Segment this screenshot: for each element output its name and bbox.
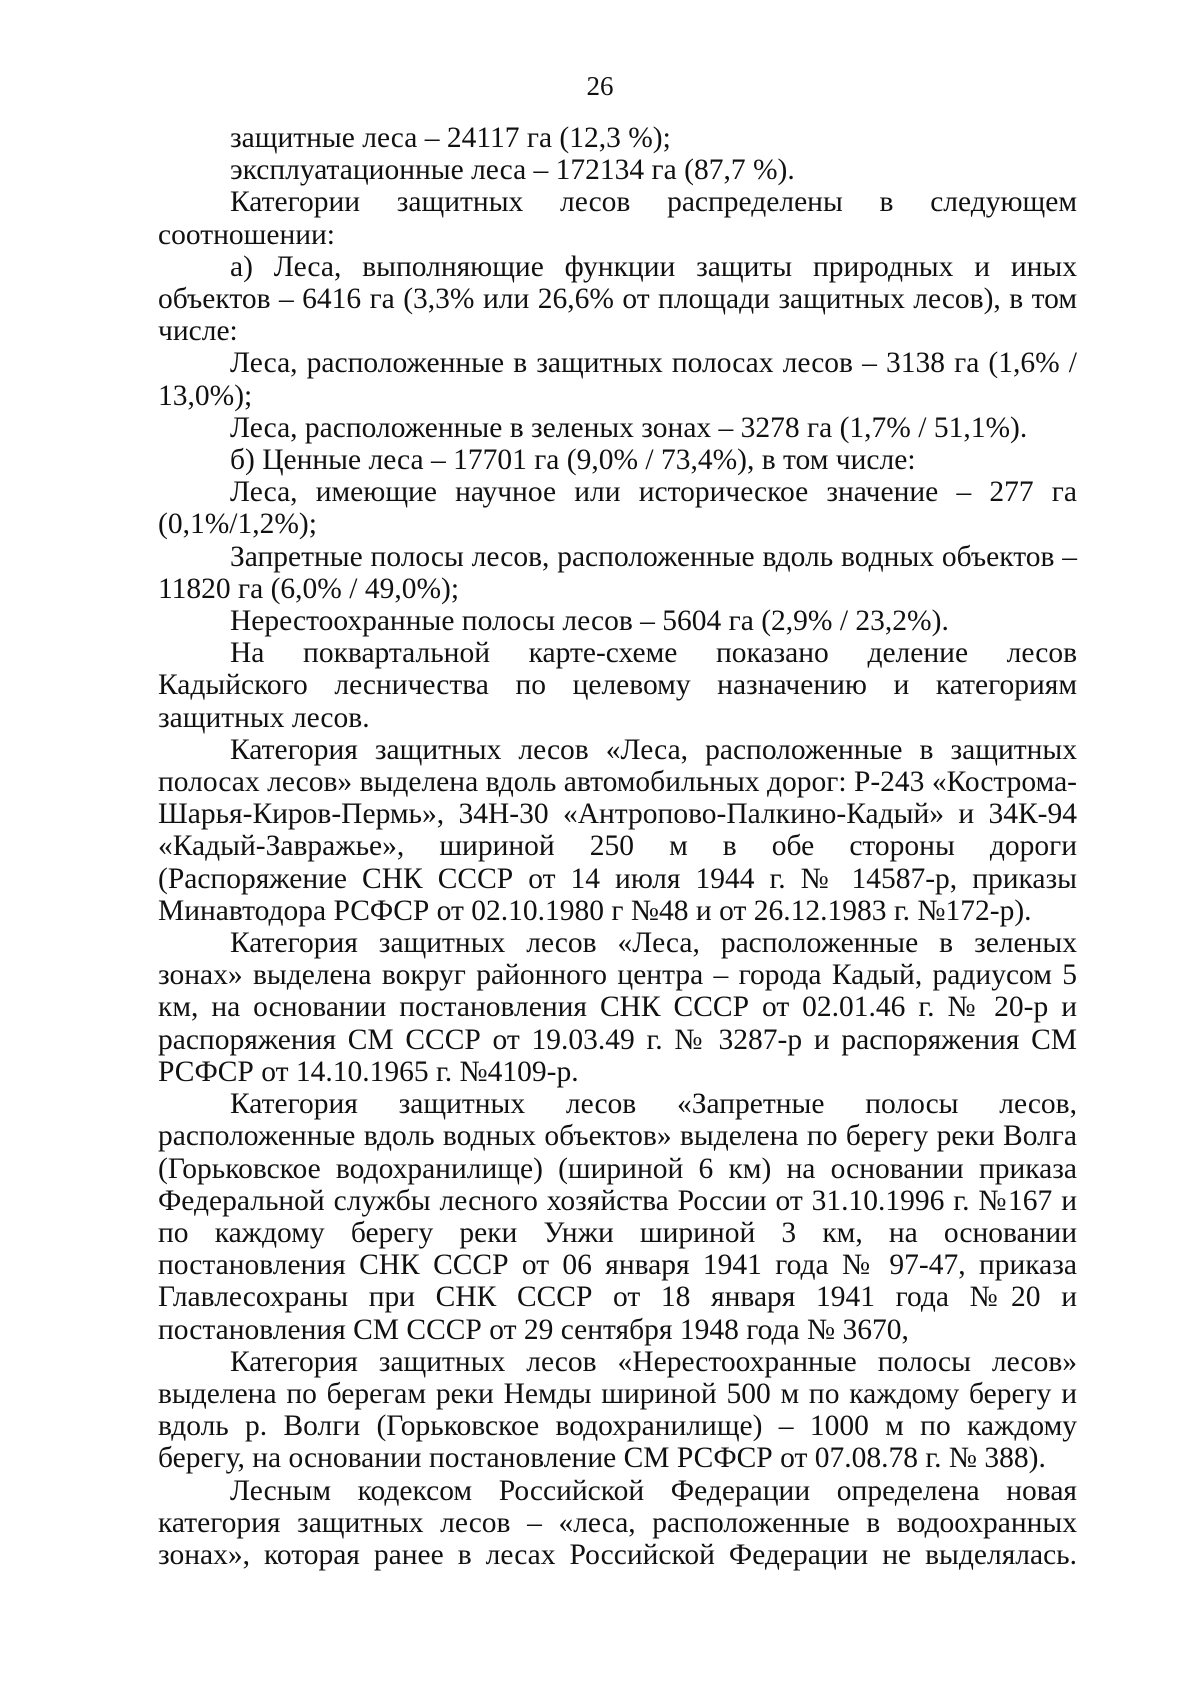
paragraph-forest-code: Лесным кодексом Российской Федерации определена новая категория защитных лесов – «леса, расположенные в водоохранных зонах», которая ранее в лесах Российской Федерации не выделялась. bbox=[158, 1474, 1077, 1571]
paragraph-water-objects-category: Категория защитных лесов «Запретные полосы лесов, расположенные вдоль водных объектов» выделена по берегу реки Волга (Горьковское водохранилище) (шириной 6 км) на основании приказа Федеральной службы лесного хозяйства России от 31.10.1996 г. №167 и по каждому берегу реки Унжи шириной 3 км, на основании постановления СНК СССР от 06 января 1941 года № 97-47, приказа Главлесохраны при СНК СССР от 18 января 1941 года №20 и постановления СМ СССР от 29 сентября 1948 года № 3670, bbox=[158, 1088, 1077, 1346]
paragraph-scientific-historic: Леса, имеющие научное или историческое значение – 277 га (0,1%/1,2%); bbox=[158, 476, 1077, 541]
paragraph-map-scheme: На поквартальной карте-схеме показано деление лесов Кадыйского лесничества по целевому назначению и категориям защитных лесов. bbox=[158, 637, 1077, 734]
paragraph-green-zones: Леса, расположенные в зеленых зонах – 3278 га (1,7% / 51,1%). bbox=[230, 411, 1028, 444]
paragraph-green-zone-category: Категория защитных лесов «Леса, расположенные в зеленых зонах» выделена вокруг районного центра – города Кадый, радиусом 5 км, на основании постановления СНК СССР от 02.01.46 г. № 20-р и распоряжения СМ СССР от 19.03.49 г. № 3287-р и распоряжения СМ РСФСР от 14.10.1965 г. №4109-р. bbox=[158, 927, 1077, 1088]
paragraph-category-b: б) Ценные леса – 17701 га (9,0% / 73,4%), в том числе: bbox=[230, 444, 916, 477]
paragraph-categories-intro: Категории защитных лесов распределены в следующем соотношении: bbox=[158, 186, 1077, 251]
document-body bbox=[158, 122, 1077, 1571]
paragraph-exploitation-forests: эксплуатационные леса – 172134 га (87,7 %). bbox=[230, 154, 795, 187]
page-number: 26 bbox=[586, 71, 614, 101]
paragraph-prohibited-strips: Запретные полосы лесов, расположенные вдоль водных объектов – 11820 га (6,0% / 49,0%); bbox=[158, 540, 1077, 605]
paragraph-spawning-category: Категория защитных лесов «Нерестоохранные полосы лесов» выделена по берегам реки Немды шириной 500 м по каждому берегу и вдоль р. Волги (Горьковское водохранилище) – 1000 м по каждому берегу, на основании постановление СМ РСФСР от 07.08.78 г. № 388). bbox=[158, 1345, 1077, 1475]
paragraph-category-a: а) Леса, выполняющие функции защиты природных и иных объектов – 6416 га (3,3% или 26,6% от площади защитных лесов), в том числе: bbox=[158, 250, 1077, 348]
paragraph-protective-forests: защитные леса – 24117 га (12,3 %); bbox=[230, 122, 671, 154]
paragraph-spawning-strips: Нерестоохранные полосы лесов – 5604 га (2,9% / 23,2%). bbox=[230, 605, 949, 638]
paragraph-protective-strips: Леса, расположенные в защитных полосах лесов – 3138 га (1,6% / 13,0%); bbox=[158, 347, 1077, 412]
paragraph-roads-category: Категория защитных лесов «Леса, расположенные в защитных полосах лесов» выделена вдоль автомобильных дорог: Р-243 «Кострома-Шарья-Киров-Пермь», 34Н-30 «Антропово-Палкино-Кадый» и 34К-94 «Кадый-Завражье», шириной 250 м в обе стороны дороги (Распоряжение СНК СССР от 14 июля 1944 г. № 14587-р, приказы Минавтодора РСФСР от 02.10.1980 г №48 и от 26.12.1983 г. №172-р). bbox=[158, 733, 1077, 927]
